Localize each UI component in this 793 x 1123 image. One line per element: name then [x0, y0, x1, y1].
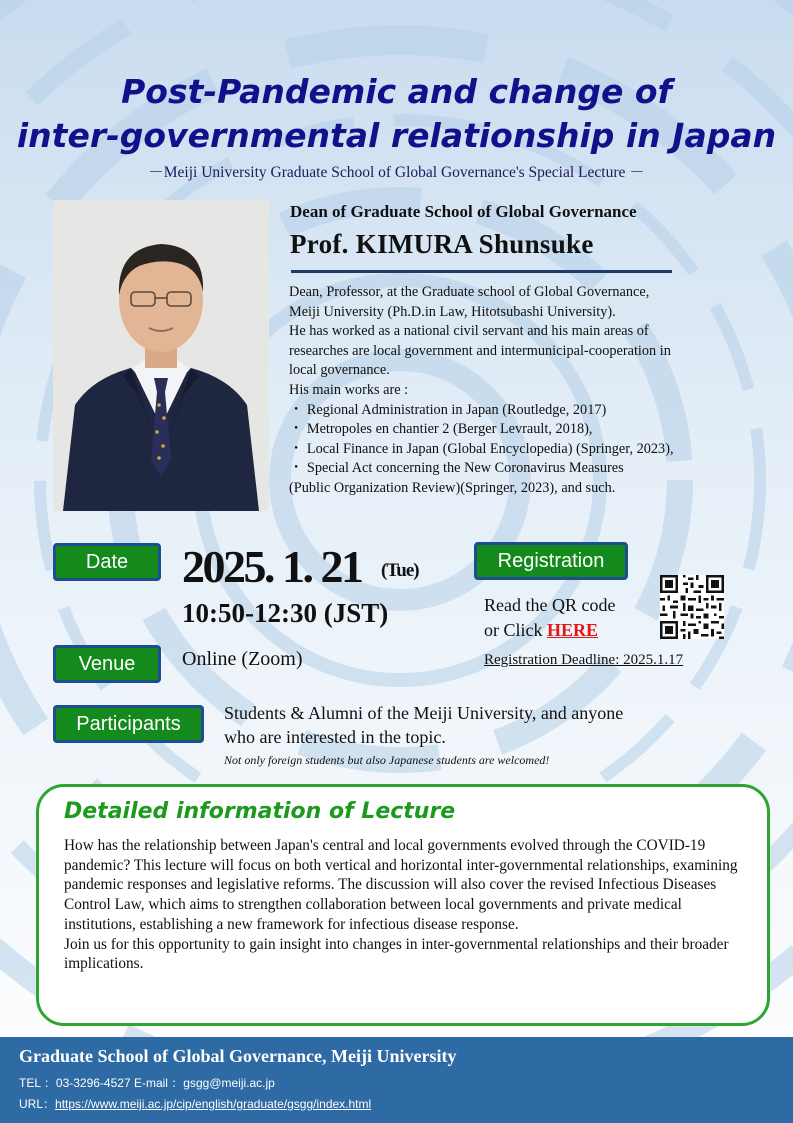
bio-line: Meiji University (Ph.D.in Law, Hitotsubashi University).: [289, 303, 616, 320]
footer-url-link[interactable]: https://www.meiji.ac.jp/cip/english/graduate/gsgg/index.html: [55, 1097, 372, 1111]
page-title-line1: Post-Pandemic and change of: [121, 72, 672, 111]
bio-line: ・ Metropoles en chantier 2 (Berger Levrault, 2018),: [289, 421, 593, 438]
registration-click-text: [484, 620, 598, 641]
registration-click-prefix: or Click: [484, 620, 547, 640]
participants-line1: Students & Alumni of the Meiji University, and anyone: [224, 703, 624, 723]
participants-label: Participants: [53, 705, 204, 743]
event-day-of-week: (Tue): [381, 560, 419, 581]
bio-line: researches are local government and intermunicipal-cooperation in: [289, 342, 671, 359]
footer-contact: TEL ：03-3296-4527 E-mail ：gsgg@meiji.ac.jp: [19, 1076, 275, 1090]
registration-link[interactable]: HERE: [547, 620, 599, 640]
details-paragraph: How has the relationship between Japan's central and local governments evolved through the COVID-19 pandemic? This lecture will focus on both vertical and horizontal inter-governmental relationships, examining pandemic responses and legislative reforms. The discussion will also cover the revised Infectious Diseases Control Law, which aims to strengthen collaboration between local governments and private medical institutions, establishing a new framework for infectious disease response.: [64, 837, 738, 933]
speaker-bio: [289, 283, 759, 499]
bio-line: He has worked as a national civil servant and his main areas of: [289, 323, 649, 340]
event-date: 2025. 1. 21: [182, 541, 362, 592]
venue-label: Venue: [53, 645, 161, 683]
details-title: Detailed information of Lecture: [64, 799, 456, 824]
footer-url-line: [19, 1095, 371, 1112]
divider: [291, 270, 672, 273]
bio-line: ・ Local Finance in Japan (Global Encyclopedia) (Springer, 2023),: [289, 440, 674, 457]
registration-label: Registration: [474, 542, 628, 580]
participants-line2: who are interested in the topic.: [224, 727, 446, 747]
footer-org: Graduate School of Global Governance, Meiji University: [19, 1046, 457, 1066]
speaker-photo: [53, 200, 269, 511]
bio-line: local governance.: [289, 362, 390, 379]
bio-line: Dean, Professor, at the Graduate school of Global Governance,: [289, 284, 650, 300]
registration-qr-text: Read the QR code: [484, 595, 616, 615]
registration-deadline: Registration Deadline: 2025.1.17: [484, 652, 684, 668]
bio-line: His main works are :: [289, 381, 409, 398]
speaker-name: Prof. KIMURA Shunsuke: [290, 229, 594, 259]
date-label: Date: [53, 543, 161, 581]
speaker-position: Dean of Graduate School of Global Governance: [290, 202, 637, 221]
details-paragraph: Join us for this opportunity to gain insight into changes in inter-governmental relationships and their broader implications.: [64, 935, 729, 973]
bio-line: (Public Organization Review)(Springer, 2023), and such.: [289, 479, 616, 496]
bio-line: ・ Regional Administration in Japan (Routledge, 2017): [289, 401, 607, 418]
page-title-line2: inter-governmental relationship in Japan: [16, 116, 777, 155]
participants-note: Not only foreign students but also Japanese students are welcomed!: [224, 753, 550, 767]
event-venue: Online (Zoom): [182, 648, 303, 670]
page-subtitle: －Meiji University Graduate School of Global Governance's Special Lecture －: [148, 164, 645, 181]
event-time: 10:50-12:30 (JST): [182, 598, 389, 628]
details-body: [64, 836, 752, 974]
qr-code-icon[interactable]: [660, 575, 724, 639]
footer-url-label: URL：: [19, 1097, 56, 1111]
bio-line: ・ Special Act concerning the New Coronavirus Measures: [289, 460, 624, 477]
